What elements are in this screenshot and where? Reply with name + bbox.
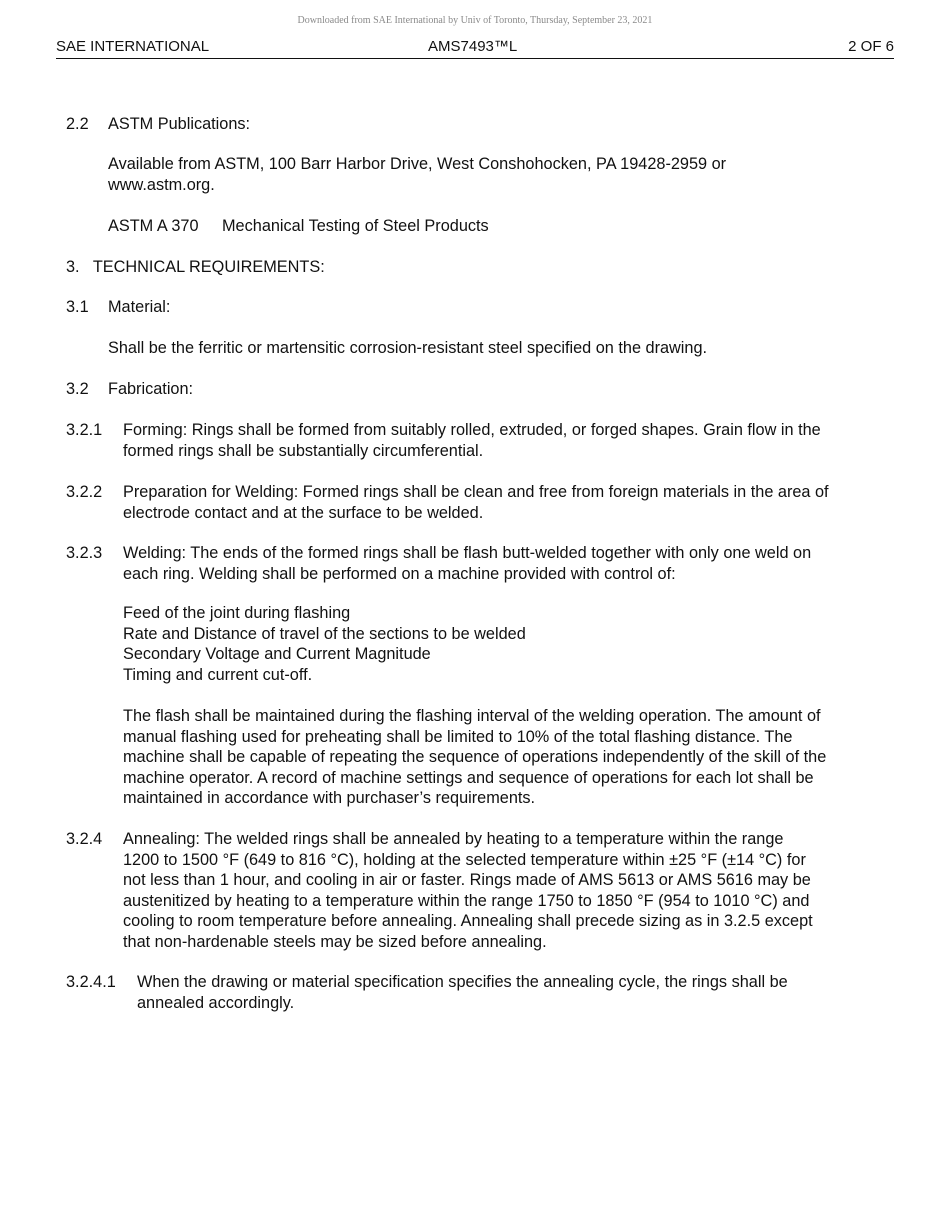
section-3-2-number: 3.2 — [66, 380, 89, 398]
paragraph-line: that non-hardenable steels may be sized before annealing. — [123, 932, 547, 951]
section-3-1-body: Shall be the ferritic or martensitic corrosion-resistant steel specified on the drawing. — [108, 339, 708, 357]
astm-availability-line: www.astm.org. — [108, 175, 215, 194]
section-3-2-3-body — [123, 543, 811, 584]
paragraph-line: cooling to room temperature before annealing. Annealing shall precede sizing as in 3.2.5 except — [123, 912, 813, 930]
section-3-1-number: 3.1 — [66, 298, 89, 316]
header-doc-number: AMS7493™L — [428, 38, 518, 55]
section-3-2-title: Fabrication: — [108, 380, 194, 398]
flash-paragraph — [123, 706, 826, 809]
paragraph-line: manual flashing used for preheating shall be limited to 10% of the total flashing distance. The — [123, 727, 793, 746]
header-organization: SAE INTERNATIONAL — [56, 38, 210, 55]
astm-ref-title: Mechanical Testing of Steel Products — [222, 217, 489, 235]
paragraph-line: Preparation for Welding: Formed rings shall be clean and free from foreign materials in the area of — [123, 483, 829, 501]
section-3-2-4-1-number: 3.2.4.1 — [66, 973, 116, 991]
astm-availability — [108, 154, 726, 195]
astm-availability-line: Available from ASTM, 100 Barr Harbor Drive, West Conshohocken, PA 19428-2959 or — [108, 155, 727, 173]
section-3-2-4-number: 3.2.4 — [66, 830, 103, 848]
header-page-number: 2 OF 6 — [848, 38, 894, 55]
page-header — [56, 38, 894, 59]
welding-control-item: Feed of the joint during flashing — [123, 604, 351, 622]
welding-control-item: Rate and Distance of travel of the sections to be welded — [123, 624, 526, 643]
paragraph-line: When the drawing or material specification specifies the annealing cycle, the rings shall be — [137, 973, 788, 991]
download-watermark: Downloaded from SAE International by Univ of Toronto, Thursday, September 23, 2021 — [297, 15, 653, 26]
paragraph-line: maintained in accordance with purchaser’s requirements. — [123, 789, 536, 807]
section-2-2-title: ASTM Publications: — [108, 115, 251, 133]
paragraph-line: not less than 1 hour, and cooling in air or faster. Rings made of AMS 5613 or AMS 5616 may be — [123, 871, 811, 889]
paragraph-line: austenitized by heating to a temperature within the range 1750 to 1850 °F (954 to 1010 °C) and — [123, 891, 810, 910]
section-3-2-2-body — [123, 482, 829, 523]
section-3-title: 3. TECHNICAL REQUIREMENTS: — [66, 258, 325, 276]
section-3-2-4-body — [123, 829, 813, 952]
paragraph-line: annealed accordingly. — [137, 993, 295, 1012]
section-3-2-1-number: 3.2.1 — [66, 421, 103, 439]
paragraph-line: Annealing: The welded rings shall be annealed by heating to a temperature within the range — [123, 830, 784, 848]
paragraph-line: machine shall be capable of repeating the sequence of operations independently of the skill of the — [123, 748, 827, 766]
astm-ref-code: ASTM A 370 — [108, 217, 199, 235]
paragraph-line: formed rings shall be substantially circumferential. — [123, 441, 484, 460]
paragraph-line: machine operator. A record of machine settings and sequence of operations for each lot shall be — [123, 768, 814, 787]
paragraph-line: each ring. Welding shall be performed on a machine provided with control of: — [123, 564, 676, 583]
section-3-2-3-number: 3.2.3 — [66, 544, 103, 562]
paragraph-line: Forming: Rings shall be formed from suitably rolled, extruded, or forged shapes. Grain flow in the — [123, 421, 821, 439]
paragraph-line: electrode contact and at the surface to be welded. — [123, 503, 484, 522]
welding-control-item: Timing and current cut-off. — [123, 665, 313, 684]
paragraph-line: Welding: The ends of the formed rings shall be flash butt-welded together with only one weld on — [123, 544, 812, 562]
section-2-2-number: 2.2 — [66, 115, 89, 133]
section-3-2-4-1-body — [137, 972, 788, 1013]
section-3-2-1-body — [123, 420, 821, 461]
paragraph-line: The flash shall be maintained during the flashing interval of the welding operation. The amount of — [123, 707, 821, 725]
section-3-1-title: Material: — [108, 298, 171, 316]
paragraph-line: 1200 to 1500 °F (649 to 816 °C), holding at the selected temperature within ±25 °F (±14 °C) for — [123, 850, 806, 869]
section-3-2-2-number: 3.2.2 — [66, 483, 103, 501]
welding-controls-list — [123, 603, 526, 685]
welding-control-item: Secondary Voltage and Current Magnitude — [123, 645, 431, 663]
